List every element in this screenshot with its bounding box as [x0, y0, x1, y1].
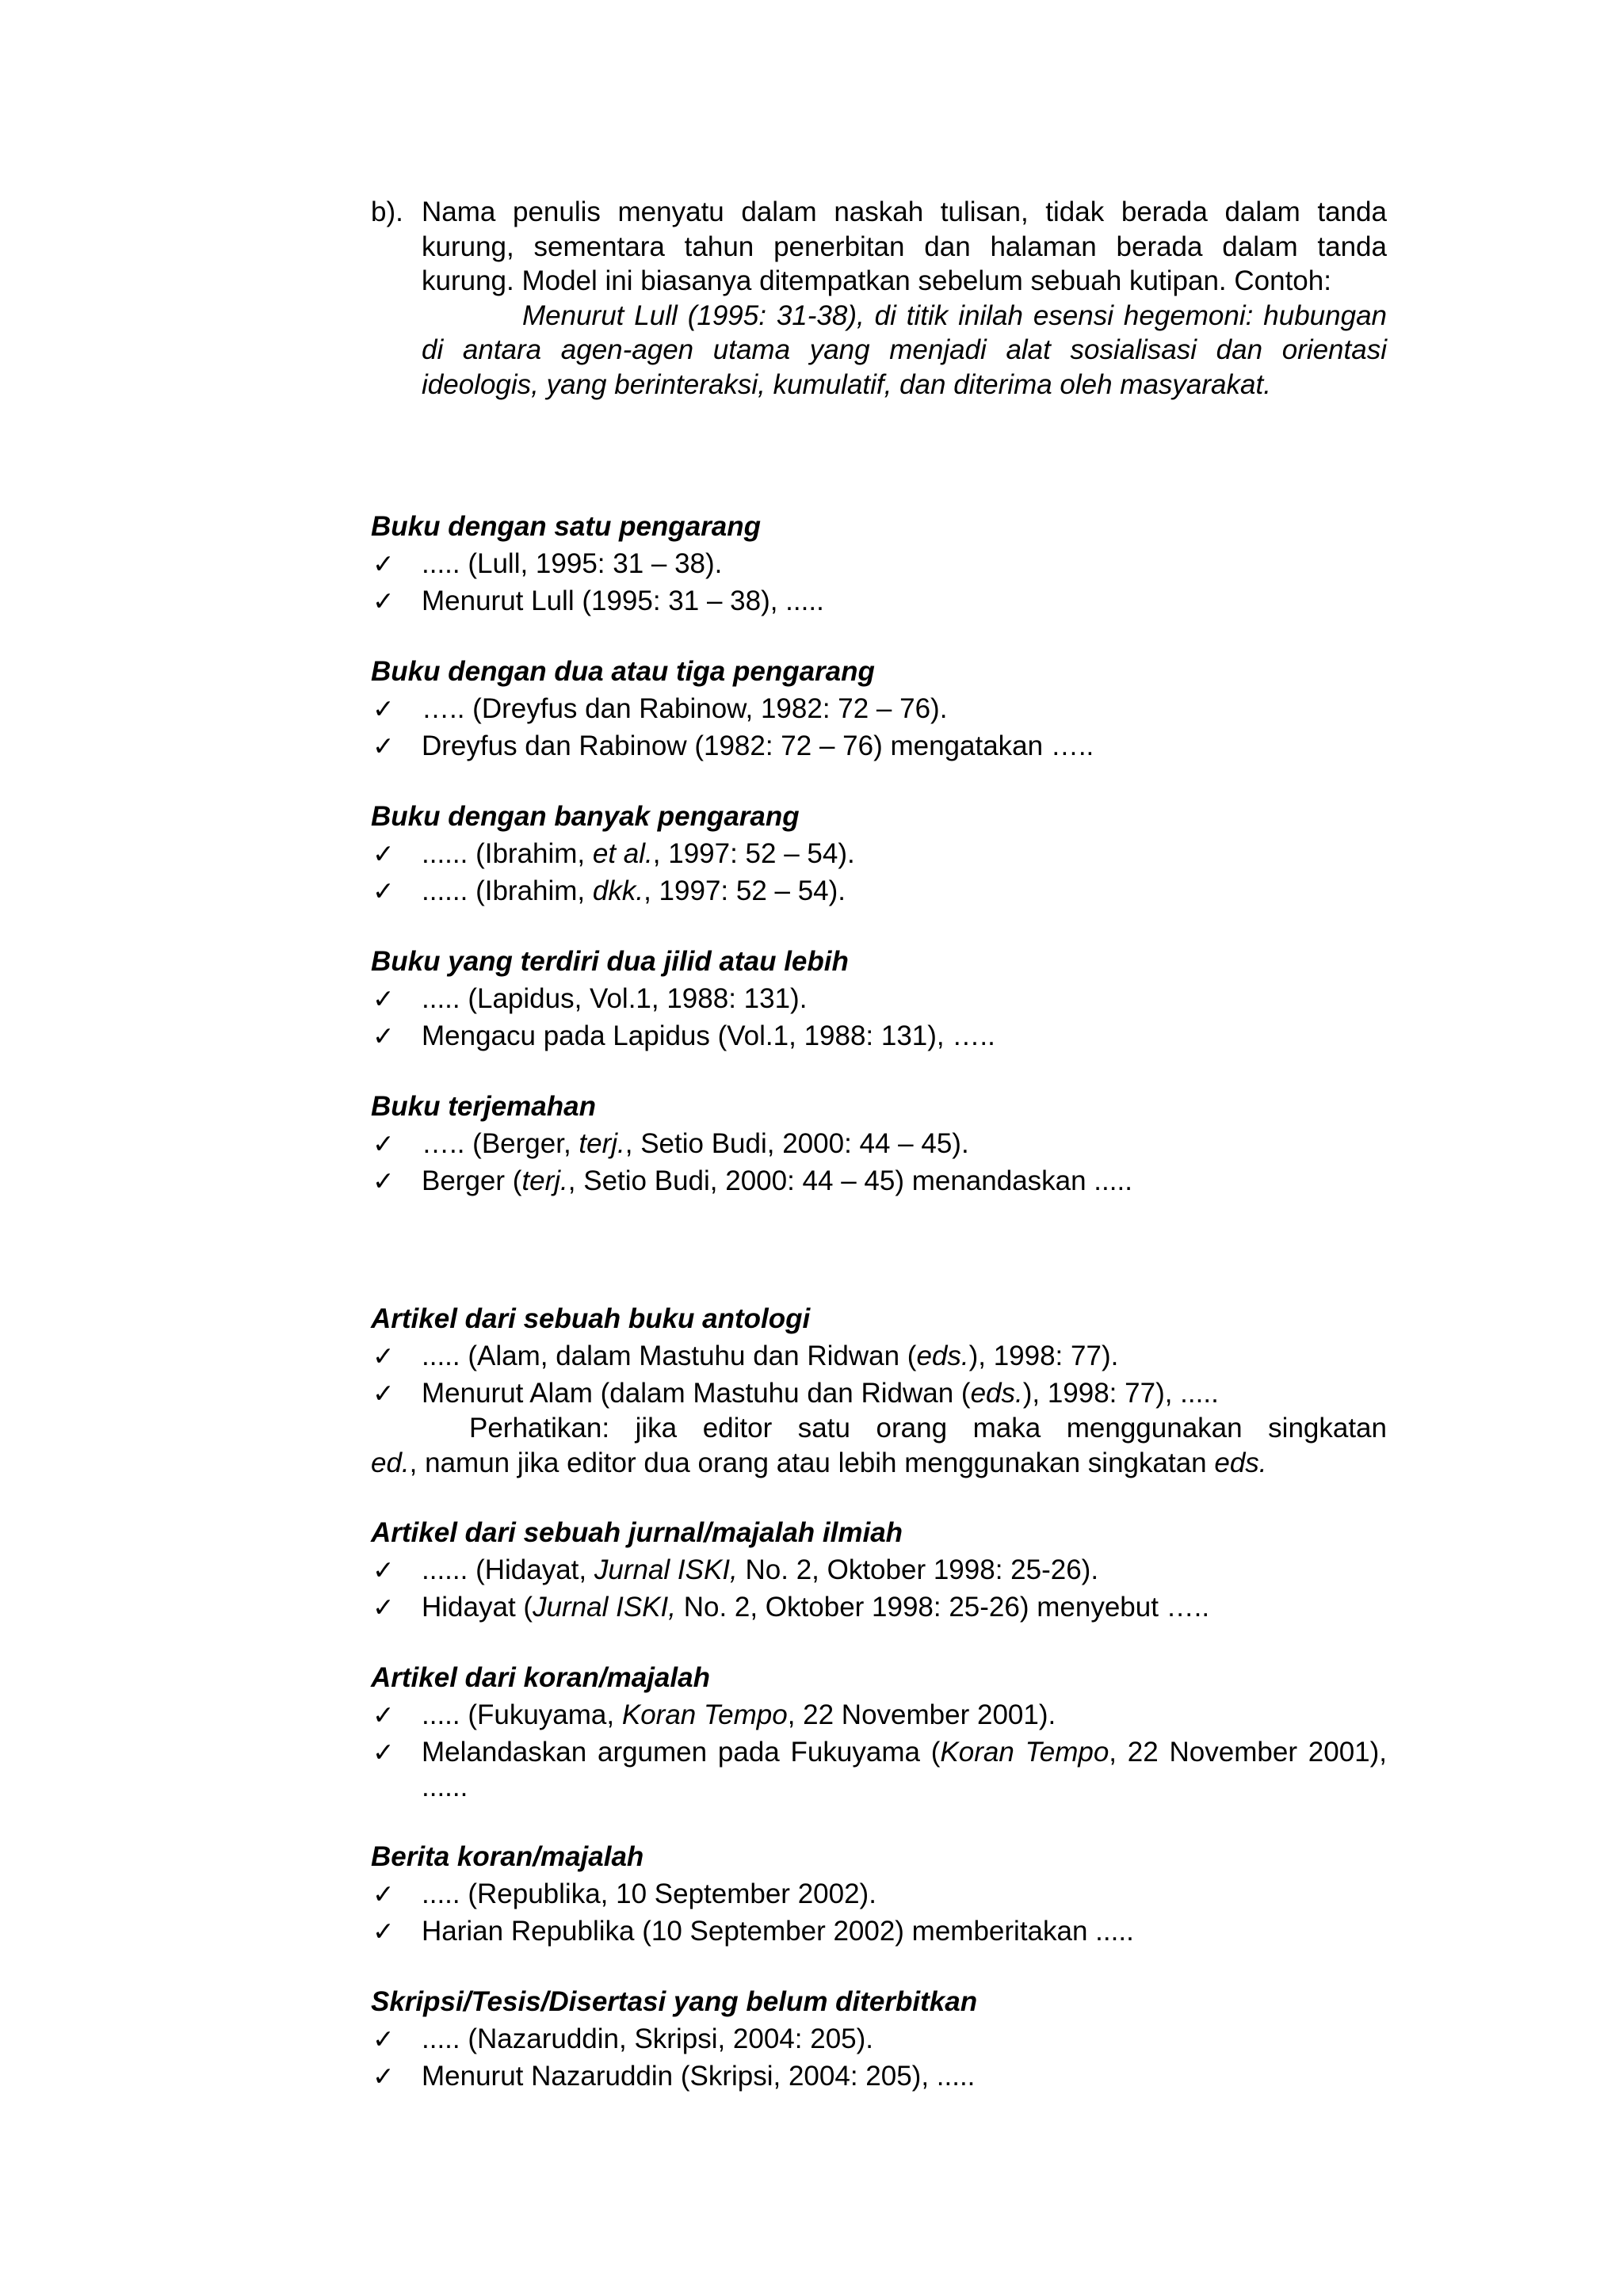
citation-text	[422, 1020, 995, 1051]
citation-text	[422, 1737, 1387, 1802]
italic-text: dkk.	[592, 875, 644, 906]
citation-item	[372, 2059, 1387, 2094]
citation-item	[372, 1735, 1387, 1804]
text-run: ..... (Lull, 1995: 31 – 38).	[422, 548, 723, 579]
text-run: Menurut Lull (1995: 31 – 38), .....	[422, 585, 824, 616]
text-run: Dreyfus dan Rabinow (1982: 72 – 76) mengatakan …..	[422, 730, 1094, 761]
section-heading: Artikel dari sebuah buku antologi	[371, 1303, 811, 1334]
section-heading: Buku yang terdiri dua jilid atau lebih	[371, 946, 849, 977]
citation-item	[372, 1914, 1387, 1949]
citation-text	[422, 1554, 1098, 1585]
text-run: ...... (Ibrahim,	[422, 838, 593, 869]
checkmark-icon: ✓	[372, 548, 395, 579]
checkmark-icon: ✓	[372, 1128, 395, 1159]
section-heading: Artikel dari sebuah jurnal/majalah ilmiah	[371, 1517, 903, 1548]
checkmark-icon: ✓	[372, 983, 395, 1014]
citation-item	[372, 584, 1387, 619]
text-run: ….. (Dreyfus dan Rabinow, 1982: 72 – 76).	[422, 693, 948, 724]
checkmark-icon: ✓	[372, 1554, 395, 1585]
italic-text: Koran Tempo	[621, 1699, 788, 1730]
section-heading: Buku dengan dua atau tiga pengarang	[371, 656, 875, 687]
text-run: , 22 November 2001).	[787, 1699, 1056, 1730]
section-heading: Berita koran/majalah	[371, 1841, 644, 1872]
italic-text: Jurnal ISKI,	[594, 1554, 738, 1585]
checkmark-icon: ✓	[372, 1737, 395, 1768]
checkmark-icon: ✓	[372, 1165, 395, 1196]
text-run: No. 2, Oktober 1998: 25-26).	[737, 1554, 1099, 1585]
editor-note-line1: Perhatikan: jika editor satu orang maka menggunakan singkatan	[469, 1413, 1387, 1444]
citation-text	[422, 875, 846, 906]
citation-item	[372, 837, 1387, 871]
text-run: Berger (	[422, 1165, 522, 1196]
citation-text	[422, 1165, 1132, 1196]
checkmark-icon: ✓	[372, 838, 395, 869]
editor-note-line2	[371, 1446, 1267, 1481]
checkmark-icon: ✓	[372, 1878, 395, 1909]
italic-text: terj.	[579, 1128, 625, 1159]
intro-paragraph	[371, 195, 1387, 402]
citation-text	[422, 2061, 975, 2092]
text-run: ..... (Nazaruddin, Skripsi, 2004: 205).	[422, 2023, 873, 2054]
citation-text	[422, 548, 722, 579]
checkmark-icon: ✓	[372, 1378, 395, 1409]
section-heading: Artikel dari koran/majalah	[371, 1662, 710, 1693]
citation-text	[422, 730, 1094, 761]
citation-text	[422, 585, 824, 616]
text-run: ..... (Fukuyama,	[422, 1699, 622, 1730]
citation-text	[422, 1878, 876, 1909]
citation-text	[422, 693, 947, 724]
citation-item	[372, 982, 1387, 1016]
checkmark-icon: ✓	[372, 730, 395, 761]
citation-item	[372, 547, 1387, 582]
text-run: Mengacu pada Lapidus (Vol.1, 1988: 131), …..	[422, 1020, 995, 1051]
text-run: ….. (Berger,	[422, 1128, 579, 1159]
citation-item	[372, 1698, 1387, 1733]
citation-item	[372, 1127, 1387, 1161]
italic-text: Koran Tempo	[940, 1737, 1109, 1768]
checkmark-icon: ✓	[372, 1341, 395, 1371]
intro-example-quote: Menurut Lull (1995: 31-38), di titik inilah esensi hegemoni: hubungan di antara agen-agen utama yang menjadi alat sosialisasi dan orientasi ideologis, yang berinteraksi, kumulatif, dan diterima oleh masyarakat.	[422, 299, 1387, 400]
text-run: ), 1998: 77).	[968, 1341, 1119, 1371]
section-heading: Buku terjemahan	[371, 1091, 596, 1122]
text-run: ), 1998: 77), .....	[1022, 1378, 1219, 1409]
citation-item	[372, 2022, 1387, 2057]
checkmark-icon: ✓	[372, 693, 395, 724]
citation-text	[422, 1916, 1134, 1947]
section-heading: Buku dengan satu pengarang	[371, 511, 761, 542]
text-run: , 22 November 2001), ......	[422, 1737, 1387, 1802]
text-run: Hidayat (	[422, 1592, 533, 1623]
citation-text	[422, 1378, 1219, 1409]
section-heading: Skripsi/Tesis/Disertasi yang belum diterbitkan	[371, 1986, 978, 2017]
text-run: Menurut Nazaruddin (Skripsi, 2004: 205), .....	[422, 2061, 976, 2092]
checkmark-icon: ✓	[372, 585, 395, 616]
text-run: , namun jika editor dua orang atau lebih menggunakan singkatan	[409, 1447, 1215, 1478]
citation-text	[422, 2023, 873, 2054]
italic-text: eds.	[1214, 1447, 1267, 1478]
text-run: Harian Republika (10 September 2002) memberitakan .....	[422, 1916, 1134, 1947]
italic-text: ed.	[371, 1447, 410, 1478]
italic-text: eds.	[970, 1378, 1023, 1409]
checkmark-icon: ✓	[372, 875, 395, 906]
citation-item	[372, 1877, 1387, 1912]
text-run: Menurut Alam (dalam Mastuhu dan Ridwan (	[422, 1378, 971, 1409]
text-run: ..... (Republika, 10 September 2002).	[422, 1878, 876, 1909]
text-run: ...... (Hidayat,	[422, 1554, 594, 1585]
text-run: , 1997: 52 – 54).	[643, 875, 846, 906]
intro-label: b).	[371, 196, 403, 227]
text-run: , Setio Budi, 2000: 44 – 45) menandaskan .....	[567, 1165, 1132, 1196]
italic-text: terj.	[521, 1165, 568, 1196]
checkmark-icon: ✓	[372, 2061, 395, 2092]
citation-item	[372, 1339, 1387, 1374]
text-run: , Setio Budi, 2000: 44 – 45).	[624, 1128, 969, 1159]
text-run: No. 2, Oktober 1998: 25-26) menyebut …..	[675, 1592, 1210, 1623]
citation-item	[372, 1164, 1387, 1199]
citation-item	[372, 874, 1387, 909]
citation-item	[372, 1376, 1387, 1411]
citation-item	[372, 1590, 1387, 1625]
checkmark-icon: ✓	[372, 1699, 395, 1730]
citation-text	[422, 1341, 1118, 1371]
intro-text: Nama penulis menyatu dalam naskah tulisan, tidak berada dalam tanda kurung, sementara tahun penerbitan dan halaman berada dalam tanda kurung. Model ini biasanya ditempatkan sebelum sebuah kutipan. Contoh:	[422, 196, 1387, 296]
citation-item	[372, 692, 1387, 727]
text-run: , 1997: 52 – 54).	[652, 838, 855, 869]
checkmark-icon: ✓	[372, 1020, 395, 1051]
citation-item	[372, 1553, 1387, 1588]
citation-item	[372, 1019, 1387, 1054]
italic-text: Jurnal ISKI,	[533, 1592, 676, 1623]
checkmark-icon: ✓	[372, 2023, 395, 2054]
italic-text: eds.	[916, 1341, 969, 1371]
citation-text	[422, 1699, 1056, 1730]
checkmark-icon: ✓	[372, 1916, 395, 1947]
citation-text	[422, 1592, 1209, 1623]
citation-text	[422, 983, 807, 1014]
citation-text	[422, 838, 855, 869]
italic-text: et al.	[592, 838, 653, 869]
checkmark-icon: ✓	[372, 1592, 395, 1623]
text-run: ..... (Alam, dalam Mastuhu dan Ridwan (	[422, 1341, 917, 1371]
text-run: Melandaskan argumen pada Fukuyama (	[422, 1737, 941, 1768]
text-run: ..... (Lapidus, Vol.1, 1988: 131).	[422, 983, 808, 1014]
citation-text	[422, 1128, 969, 1159]
text-run: ...... (Ibrahim,	[422, 875, 593, 906]
section-heading: Buku dengan banyak pengarang	[371, 801, 800, 832]
citation-item	[372, 729, 1387, 764]
